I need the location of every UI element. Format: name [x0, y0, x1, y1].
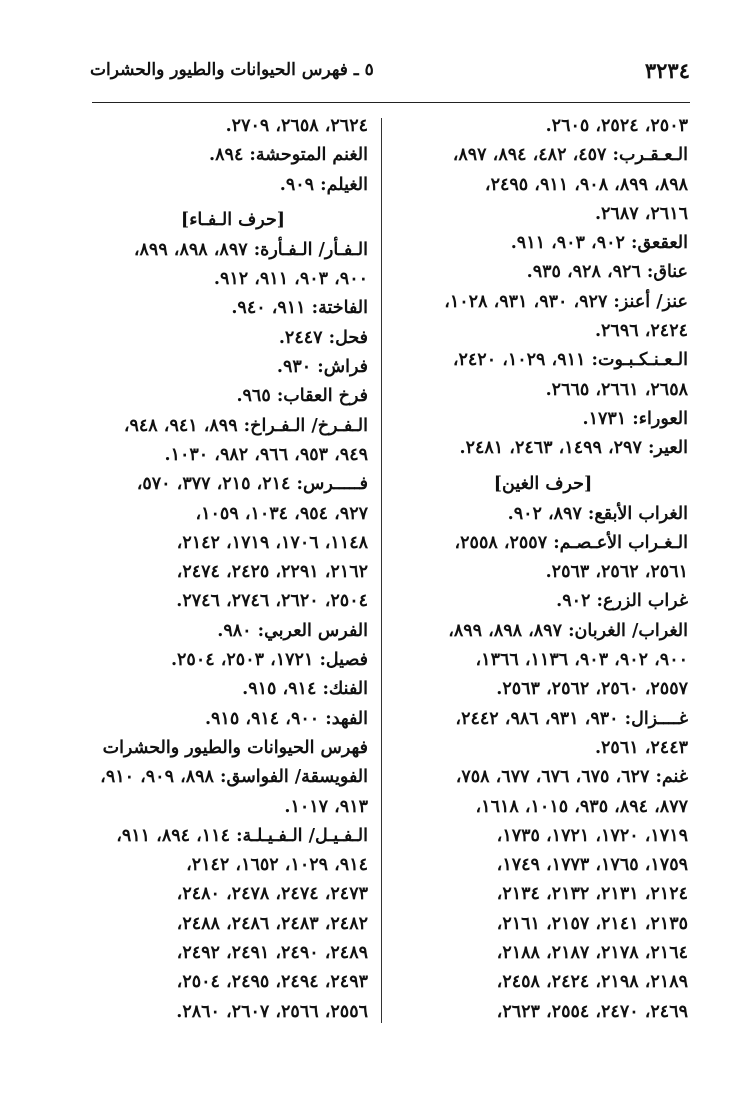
index-entry-line: ١١٤٨، ١٧٠٦، ١٧١٩، ٢١٤٢،: [176, 532, 368, 553]
index-entry-line: ٢٤٩٣، ٢٤٩٤، ٢٤٩٥، ٢٥٠٤،: [176, 972, 368, 993]
header-rule: [92, 102, 690, 103]
index-entry-line: ٢٥٠٣، ٢٥٢٤، ٢٦٠٥.: [545, 116, 688, 136]
index-entry-line: فراش: ٩٣٠.: [276, 357, 368, 378]
index-entry-line: ٩٠٠، ٩٠٢، ٩٠٣، ١١٣٦، ١٣٦٦،: [475, 650, 688, 671]
index-entry-line: ٢٦٥٨، ٢٦٦١، ٢٦٦٥.: [545, 379, 688, 400]
index-entry-line: ٩٠٠، ٩٠٣، ٩١١، ٩١٢.: [213, 269, 368, 290]
index-entry-line: الـفـرخ/ الـفـراخ: ٨٩٩، ٩٤١، ٩٤٨،: [123, 415, 368, 436]
index-entry-line: ٩١٣، ١٠١٧.: [284, 796, 368, 817]
index-entry-line: ٩١٤، ١٠٢٩، ١٦٥٢، ٢١٤٢،: [186, 855, 368, 876]
left-column: [98, 112, 368, 1027]
index-entry-line: الفويسقة/ الفواسق: ٨٩٨، ٩٠٩، ٩١٠،: [100, 767, 368, 788]
running-title: ٥ ـ فهرس الحيوانات والطيور والحشرات: [90, 60, 374, 80]
index-entry-line: العير: ٢٩٧، ١٤٩٩، ٢٤٦٣، ٢٤٨١.: [459, 438, 688, 459]
index-entry-line: فهرس الحيوانات والطيور والحشرات: [102, 737, 368, 758]
index-entry-line: الغراب/ الغربان: ٨٩٧، ٨٩٨، ٨٩٩،: [448, 620, 688, 641]
index-entry-line: ٢٤٨٢، ٢٤٨٣، ٢٤٨٦، ٢٤٨٨،: [176, 913, 368, 934]
index-entry-line: عنز/ أعنز: ٩٢٧، ٩٣٠، ٩٣١، ١٠٢٨،: [444, 291, 688, 312]
index-entry-line: ٢٤٧٣، ٢٤٧٤، ٢٤٧٨، ٢٤٨٠،: [176, 884, 368, 905]
page-header: [90, 56, 690, 86]
index-entry-line: ٩٤٩، ٩٥٣، ٩٦٦، ٩٨٢، ١٠٣٠.: [164, 444, 368, 465]
index-entry-line: العوراء: ١٧٣١.: [582, 408, 688, 429]
index-entry-line: ٢٥٦١، ٢٥٦٢، ٢٥٦٣.: [545, 562, 688, 583]
index-entry-line: غنم: ٦٢٧، ٦٧٥، ٦٧٦، ٦٧٧، ٧٥٨،: [455, 767, 688, 788]
index-entry-line: ٢٥٥٧، ٢٥٦٠، ٢٥٦٢، ٢٥٦٣.: [496, 679, 688, 700]
index-entry-line: ٢١٦٢، ٢٢٩١، ٢٤٢٥، ٢٤٧٤،: [176, 562, 368, 583]
index-entry-line: ٢٤٦٩، ٢٤٧٠، ٢٥٥٤، ٢٦٢٣،: [496, 1001, 688, 1022]
index-entry-line: فرخ العقاب: ٩٦٥.: [236, 386, 368, 407]
index-entry-line: ٨٩٨، ٨٩٩، ٩٠٨، ٩١١، ٢٤٩٥،: [484, 174, 688, 195]
index-entry-line: ٢٥٠٤، ٢٦٢٠، ٢٧٤٦، ٢٧٤٦.: [176, 591, 368, 612]
index-entry-line: ٢٤٤٣، ٢٥٦١.: [594, 737, 688, 758]
column-divider: [381, 118, 382, 1023]
index-entry-line: فصيل: ١٧٢١، ٢٥٠٣، ٢٥٠٤.: [170, 650, 368, 671]
page-number: ٣٢٣٤: [644, 58, 690, 83]
index-entry-line: الـغـراب الأعـصـم: ٢٥٥٧، ٢٥٥٨،: [454, 532, 688, 553]
index-entry-line: ١٧١٩، ١٧٢٠، ١٧٢١، ١٧٣٥،: [496, 825, 688, 846]
index-entry-line: فحل: ٢٤٤٧.: [278, 327, 368, 348]
index-entry-line: الـفـأر/ الـفـأرة: ٨٩٧، ٨٩٨، ٨٩٩،: [133, 239, 368, 260]
index-entry-line: ٨٧٧، ٨٩٤، ٩٣٥، ١٠١٥، ١٦١٨،: [475, 796, 688, 817]
index-entry-line: ٢١٦٤، ٢١٧٨، ٢١٨٧، ٢١٨٨،: [496, 943, 688, 964]
index-entry-line: غــــزال: ٩٣٠، ٩٣١، ٩٨٦، ٢٤٤٢،: [455, 708, 688, 729]
index-entry-line: عناق: ٩٢٦، ٩٢٨، ٩٣٥.: [526, 262, 688, 283]
index-entry-line: ٢٤٢٤، ٢٦٩٦.: [594, 321, 688, 342]
index-entry-line: ٩٢٧، ٩٥٤، ١٠٣٤، ١٠٥٩،: [195, 503, 368, 524]
index-entry-line: الـعـقـرب: ٤٥٧، ٤٨٢، ٨٩٤، ٨٩٧،: [452, 145, 688, 166]
index-entry-line: الـفـيـل/ الـفـيـلـة: ١١٤، ٨٩٤، ٩١١،: [116, 825, 368, 846]
index-entry-line: الغراب الأبقع: ٨٩٧، ٩٠٢.: [507, 503, 688, 524]
index-entry-line: ٢١٣٥، ٢١٤١، ٢١٥٧، ٢١٦١،: [496, 913, 688, 934]
index-entry-line: ٢١٨٩، ٢١٩٨، ٢٤٢٤، ٢٤٥٨،: [496, 972, 688, 993]
index-entry-line: الغنم المتوحشة: ٨٩٤.: [209, 145, 368, 166]
index-entry-line: العقعق: ٩٠٢، ٩٠٣، ٩١١.: [510, 233, 688, 254]
index-entry-line: الفهد: ٩٠٠، ٩١٤، ٩١٥.: [204, 708, 368, 729]
index-entry-line: ٢٥٥٦، ٢٥٦٦، ٢٦٠٧، ٢٨٦٠.: [176, 1001, 368, 1022]
index-entry-line: ١٧٥٩، ١٧٦٥، ١٧٧٣، ١٧٤٩،: [496, 855, 688, 876]
section-heading: [حرف الـفـاء]: [180, 209, 286, 230]
section-heading: [حرف الغين]: [493, 473, 593, 494]
index-entry-line: الفاختة: ٩١١، ٩٤٠.: [231, 298, 368, 319]
right-column: [398, 112, 688, 1027]
index-entry-line: الـعـنـكـبـوت: ٩١١، ١٠٢٩، ٢٤٢٠،: [452, 350, 688, 371]
index-entry-line: فـــــرس: ٢١٤، ٢١٥، ٣٧٧، ٥٧٠،: [136, 474, 368, 495]
index-entry-line: الغيلم: ٩٠٩.: [279, 174, 368, 195]
index-entry-line: ٢١٢٤، ٢١٣١، ٢١٣٢، ٢١٣٤،: [496, 884, 688, 905]
index-entry-line: ٢٦١٦، ٢٦٨٧.: [594, 203, 688, 224]
index-entry-line: ٢٦٢٤، ٢٦٥٨، ٢٧٠٩.: [225, 116, 368, 136]
index-entry-line: غراب الزرع: ٩٠٢.: [556, 591, 688, 612]
index-entry-line: الفنك: ٩١٤، ٩١٥.: [242, 679, 368, 700]
index-entry-line: الفرس العربي: ٩٨٠.: [217, 620, 368, 641]
index-entry-line: ٢٤٨٩، ٢٤٩٠، ٢٤٩١، ٢٤٩٢،: [176, 943, 368, 964]
